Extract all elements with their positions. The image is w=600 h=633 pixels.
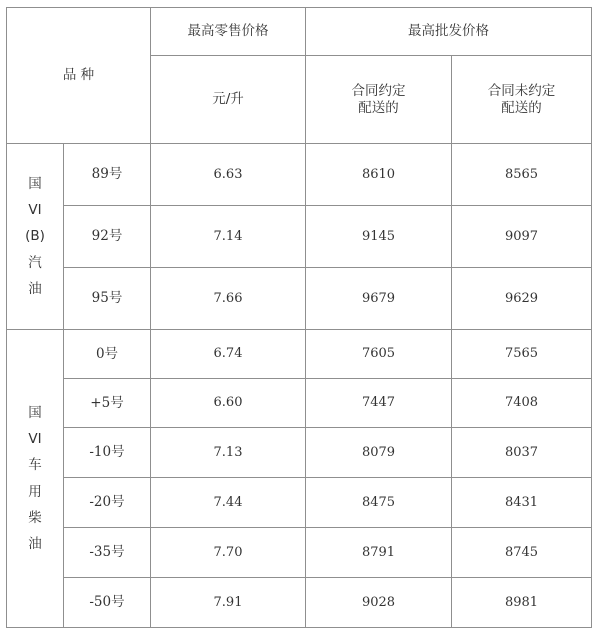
category-diesel-line: VI — [28, 431, 42, 448]
grade-cell: -20号 — [64, 478, 151, 528]
retail-price-cell: 7.91 — [151, 578, 306, 628]
table-row — [7, 478, 592, 528]
retail-price-cell: 7.66 — [151, 268, 306, 330]
header-max-retail — [151, 8, 306, 56]
grade-cell: -35号 — [64, 528, 151, 578]
grade-cell: +5号 — [64, 379, 151, 428]
table-row — [7, 578, 592, 628]
category-diesel-line: 柴 — [28, 509, 42, 526]
grade-cell: -50号 — [64, 578, 151, 628]
header-no-contract-delivery — [452, 56, 592, 144]
wholesale-contract-cell: 7605 — [306, 330, 452, 379]
wholesale-no-contract-cell: 8745 — [452, 528, 592, 578]
header-variety — [7, 8, 151, 144]
table-row — [7, 379, 592, 428]
category-diesel-line: 用 — [28, 483, 42, 500]
category-diesel — [7, 330, 64, 628]
grade-cell: 95号 — [64, 268, 151, 330]
category-gasoline-line: 国 — [28, 176, 42, 193]
header-contract-delivery-line2: 配送的 — [358, 99, 399, 116]
grade-cell: 92号 — [64, 206, 151, 268]
wholesale-no-contract-cell: 7565 — [452, 330, 592, 379]
wholesale-contract-cell: 8610 — [306, 144, 452, 206]
grade-cell: -10号 — [64, 428, 151, 478]
table-row — [7, 330, 592, 379]
category-gasoline-line: (B) — [25, 228, 45, 245]
category-diesel-line: 车 — [28, 457, 42, 474]
retail-price-cell: 7.44 — [151, 478, 306, 528]
table-row — [7, 428, 592, 478]
category-gasoline-line: VI — [28, 202, 42, 219]
wholesale-no-contract-cell: 8565 — [452, 144, 592, 206]
retail-price-cell: 6.63 — [151, 144, 306, 206]
retail-price-cell: 7.14 — [151, 206, 306, 268]
wholesale-contract-cell: 8475 — [306, 478, 452, 528]
header-max-wholesale — [306, 8, 592, 56]
wholesale-no-contract-cell: 9097 — [452, 206, 592, 268]
header-contract-delivery — [306, 56, 452, 144]
wholesale-contract-cell: 8079 — [306, 428, 452, 478]
table-row — [7, 528, 592, 578]
header-variety-label: 品 种 — [62, 67, 95, 84]
header-max-wholesale-label: 最高批发价格 — [408, 23, 490, 40]
wholesale-no-contract-cell: 8981 — [452, 578, 592, 628]
category-diesel-line: 国 — [28, 404, 42, 421]
header-row-1 — [7, 8, 592, 56]
header-unit — [151, 56, 306, 144]
retail-price-cell: 6.74 — [151, 330, 306, 379]
fuel-price-table — [6, 7, 592, 628]
wholesale-no-contract-cell: 8037 — [452, 428, 592, 478]
header-no-contract-delivery-line1: 合同未约定 — [487, 83, 556, 100]
wholesale-contract-cell: 8791 — [306, 528, 452, 578]
table-row — [7, 268, 592, 330]
category-gasoline-line: 汽 — [28, 254, 42, 271]
retail-price-cell: 7.70 — [151, 528, 306, 578]
retail-price-cell: 7.13 — [151, 428, 306, 478]
category-diesel-line: 油 — [28, 535, 42, 552]
grade-cell: 89号 — [64, 144, 151, 206]
wholesale-contract-cell: 9145 — [306, 206, 452, 268]
header-contract-delivery-line1: 合同约定 — [351, 83, 406, 100]
wholesale-contract-cell: 9679 — [306, 268, 452, 330]
wholesale-no-contract-cell: 9629 — [452, 268, 592, 330]
header-no-contract-delivery-line2: 配送的 — [501, 99, 542, 116]
grade-cell: 0号 — [64, 330, 151, 379]
header-max-retail-label: 最高零售价格 — [187, 23, 269, 40]
header-unit-label: 元/升 — [212, 91, 244, 108]
table-row — [7, 206, 592, 268]
table-row — [7, 144, 592, 206]
wholesale-no-contract-cell: 8431 — [452, 478, 592, 528]
category-gasoline-line: 油 — [28, 280, 42, 297]
wholesale-contract-cell: 9028 — [306, 578, 452, 628]
category-gasoline — [7, 144, 64, 330]
wholesale-no-contract-cell: 7408 — [452, 379, 592, 428]
wholesale-contract-cell: 7447 — [306, 379, 452, 428]
retail-price-cell: 6.60 — [151, 379, 306, 428]
